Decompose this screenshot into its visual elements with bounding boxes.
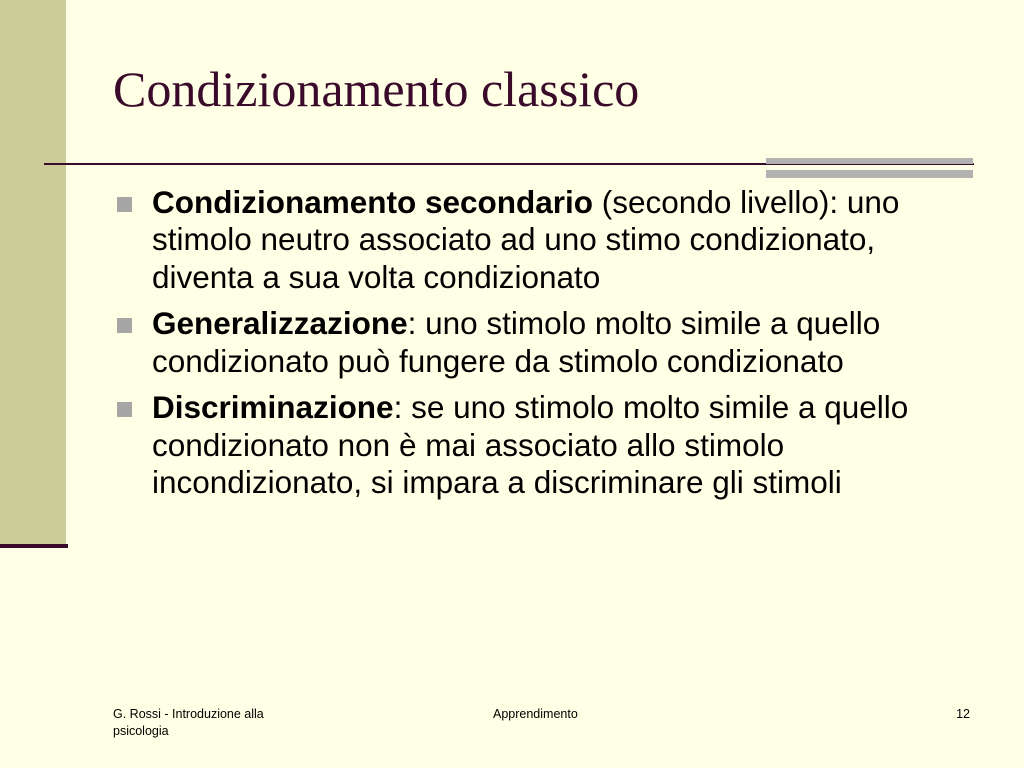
square-bullet-icon: [117, 402, 132, 417]
square-bullet-icon: [117, 318, 132, 333]
left-decorative-bar: [0, 0, 66, 544]
square-bullet-icon: [117, 197, 132, 212]
slide-title: Condizionamento classico: [113, 61, 640, 117]
bullet-text: : uno stimolo molto simile a quello condizionato può fungere da stimolo condizionato: [152, 305, 881, 379]
bullet-term: Discriminazione: [152, 389, 394, 426]
bullet-text: : se uno stimolo molto simile a quello condizionato non è mai associato allo stimolo incondizionato, si impara a discriminare gli stimoli: [152, 389, 909, 501]
footer-page-number: 12: [956, 707, 970, 721]
left-bar-underline: [0, 544, 68, 548]
bullet-term: Condizionamento secondario: [152, 184, 594, 220]
accent-bar-top: [766, 158, 973, 164]
bullet-item-discriminazione: [114, 389, 964, 501]
bullet-text: (secondo livello): uno stimolo neutro associato ad uno stimo condizionato, diventa a sua volta condizionato: [152, 184, 900, 295]
bullet-item-generalizzazione: [114, 305, 964, 380]
footer-author: G. Rossi - Introduzione alla psicologia: [113, 707, 264, 738]
bullet-item-condizionamento-secondario: [114, 184, 964, 296]
footer-section: Apprendimento: [493, 707, 578, 721]
bullet-term: Generalizzazione: [152, 305, 408, 342]
accent-bar-bottom: [766, 170, 973, 178]
bullet-list: [114, 184, 964, 511]
